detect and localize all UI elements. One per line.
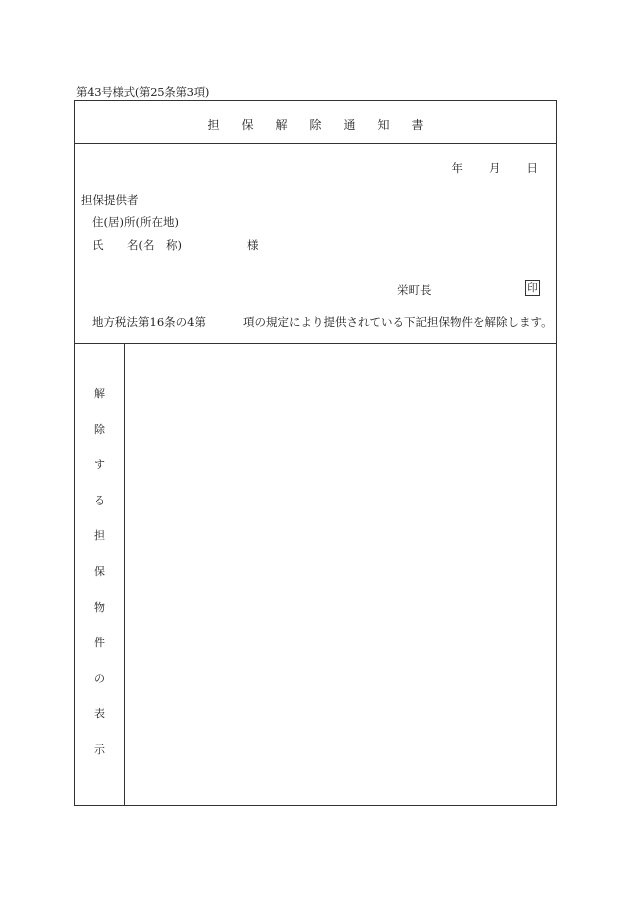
form-number: 第43号様式(第25条第3項) — [76, 85, 210, 99]
title-char: 通 — [343, 118, 356, 132]
title-char: 担 — [207, 118, 220, 132]
honorific: 様 — [247, 238, 259, 252]
title-char: 知 — [377, 118, 390, 132]
document-title — [75, 116, 556, 133]
title-char: 除 — [309, 118, 322, 132]
collateral-content-area[interactable] — [125, 345, 556, 805]
address-label: 住(居)所(所在地) — [92, 215, 179, 229]
collateral-label-char: の — [94, 671, 105, 685]
statement-part2: 項の規定により提供されている下記担保物件を解除します。 — [243, 315, 553, 329]
title-char: 解 — [275, 118, 288, 132]
collateral-label-char: す — [94, 458, 105, 472]
collateral-label — [75, 388, 124, 780]
collateral-label-char: 物 — [94, 600, 105, 614]
collateral-label-char: 保 — [94, 564, 105, 578]
form-frame — [74, 100, 557, 806]
collateral-label-char: 件 — [94, 636, 105, 650]
date-line — [426, 160, 539, 176]
collateral-label-char: 示 — [94, 742, 105, 756]
statement-part1: 地方税法第16条の4第 — [92, 315, 206, 329]
issuer: 栄町長 — [397, 283, 432, 297]
section-divider — [75, 343, 556, 344]
provider-label: 担保提供者 — [81, 193, 139, 207]
collateral-label-char: 除 — [94, 422, 105, 436]
date-year: 年 — [451, 161, 463, 175]
title-divider — [75, 143, 556, 144]
title-char: 書 — [411, 118, 424, 132]
collateral-label-char: 表 — [94, 707, 105, 721]
collateral-label-char: 担 — [94, 529, 105, 543]
date-month: 月 — [489, 161, 501, 175]
date-day: 日 — [526, 161, 538, 175]
title-char: 保 — [241, 118, 254, 132]
collateral-label-char: る — [94, 493, 105, 507]
name-label-2: 名(名 称) — [127, 238, 182, 252]
name-label-1: 氏 — [92, 238, 104, 252]
collateral-label-char: 解 — [94, 387, 105, 400]
seal-mark: 印 — [525, 280, 540, 296]
